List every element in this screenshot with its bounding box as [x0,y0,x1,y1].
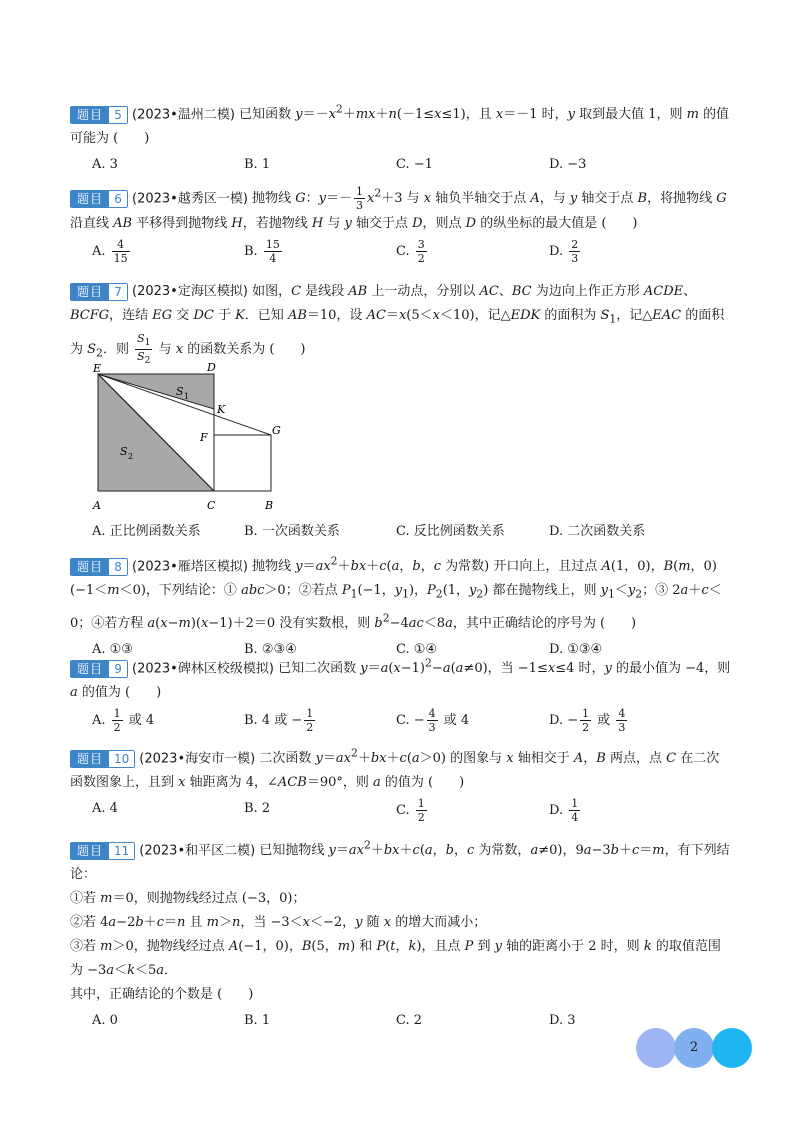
option-c[interactable]: C. − $\frac{4}{3}$ 或 4 [396,707,470,735]
option-a[interactable]: A. 0 [92,1013,118,1029]
question-tag: 题目 9 [70,660,128,678]
page-number: 2 [689,1040,699,1055]
option-d[interactable]: D. $\frac{1}{4}$ [549,797,579,825]
badge-circle-left [636,1028,676,1068]
options-row [70,1009,732,1033]
option-d[interactable]: D. 3 [549,1013,576,1029]
option-c[interactable]: C. ①④ [396,642,438,658]
question-text: 抛物线 G：y＝－ $\frac{1}{3}$ $x^2+3$ 与 x 轴负半轴交于点 A，与 y 轴交于点 B，将抛物线 G 沿直线 AB 平移得到抛物线 H，若抛物线 H 与 y 轴交于点 D，则点 D 的纵坐标的最大值是 ( ) [70,185,727,232]
question-stem [70,280,732,367]
label-s1: S [176,385,184,398]
option-a[interactable]: A. $\frac{4}{15}$ [92,238,128,266]
question-text: 已知抛物线 $y=ax^2+bx+c(a$，b，c 为常数，a≠0)，9a−3b＋c＝m，有下列结论： ①若 m＝0，则抛物线经过点 (−3，0)； ②若 4a−2b＋c＝n 且 m＞n，当 −3＜x＜−2，y 随 x 的增大而减小； ③若 m＞0，抛物线经过点 A(−1，0)，B(5，m) 和 P(t，k)，且点 P 到 y 轴的距离小于 2 时，则 k 的取值范围为 −3a＜k＜5a． 其中，正确结论的个数是 ( ) [70,839,730,1003]
question-stem [70,182,732,236]
option-b[interactable]: B. 4 或 − $\frac{1}{2}$ [244,707,314,735]
geometry-figure [90,360,290,518]
options-row [70,707,732,741]
option-a[interactable]: A. $\frac{1}{2}$ 或 4 [92,707,155,735]
question-text: 已知函数 $y=-x^2+mx+n(-1\le x\le 1)$，且 x＝－1 时，y 取到最大值 1，则 m 的值可能为 ( ) [70,103,730,147]
question-7 [70,280,732,367]
option-d[interactable]: D. ①③④ [549,642,603,658]
question-8 [70,550,732,662]
options-row [70,797,732,831]
label-c: C [207,499,216,512]
question-tag: 题目 8 [70,558,128,576]
options-row [70,153,732,177]
option-b[interactable]: B. ②③④ [244,642,297,658]
option-b[interactable]: B. 1 [244,157,271,173]
label-d: D [207,361,216,374]
question-text: 二次函数 $y=ax^2+bx+c(a>0)$ 的图象与 x 轴相交于 A，B 两点，点 C 在二次函数图象上，且到 x 轴距离为 4，∠ACB＝90°，则 a 的值为 ( ) [70,747,720,791]
question-tag: 题目 10 [70,750,135,768]
label-k: K [217,403,226,416]
label-g: G [272,424,281,437]
options-row [70,520,732,544]
page-number-badge [636,1028,752,1068]
question-text: 抛物线 $y=ax^2+bx+c(a$，b，c 为常数) 开口向上，且过点 A(1，0)，B(m，0) (−1＜m＜0)，下列结论：① abc＞0；②若点 $P_1(-1$，$y_1$)，$P_2(1$，$y_2$) 都在抛物线上，则 $y_1<y_2$；③ 2a＋c＜0；④若方程 a(x−m)(x−1)＋2＝0 没有实数根，则 $b^2-4ac<8a$，其中正确结论的序号为 ( ) [70,555,722,632]
label-s1-sub: 1 [184,392,190,401]
question-tag: 题目 5 [70,106,128,124]
option-b[interactable]: B. 一次函数关系 [244,524,340,539]
question-source: (2023•雁塔区模拟) [132,559,248,575]
question-stem [70,652,732,705]
label-b: B [265,499,274,512]
question-text: 如图，C 是线段 AB 上一动点，分别以 AC、BC 为边向上作正方形 ACDE、BCFG，连结 EG 交 DC 于 K．已知 AB＝10，设 AC＝x(5＜x＜10)，记△EDK 的面积为 $S_1$，记△EAC 的面积为 $S_2$．则 $\frac{S_1}{S_2}$ 与 x 的函数关系为 ( ) [70,284,725,366]
question-source: (2023•定海区模拟) [132,284,248,299]
option-a[interactable]: A. 4 [92,801,118,817]
option-c[interactable]: C. 2 [396,1013,423,1029]
option-c[interactable]: C. $\frac{1}{2}$ [396,797,425,825]
question-tag: 题目 6 [70,190,128,208]
badge-circle-right [712,1028,752,1068]
option-c[interactable]: C. $\frac{3}{2}$ [396,238,425,266]
question-6 [70,182,732,272]
question-source: (2023•越秀区一模) [132,191,248,207]
question-stem [70,742,732,795]
option-a[interactable]: A. 3 [92,157,118,173]
question-11 [70,834,732,1033]
question-stem [70,834,732,1007]
question-stem [70,550,732,636]
question-9 [70,652,732,741]
option-b[interactable]: B. 1 [244,1013,271,1029]
question-source: (2023•温州二模) [132,107,235,123]
option-d[interactable]: D. −3 [549,157,587,173]
question-tag: 题目 11 [70,842,135,860]
option-a[interactable]: A. ①③ [92,642,133,658]
option-c[interactable]: C. −1 [396,157,433,173]
question-text: 已知二次函数 $y=a(x-1)^2-a(a\ne 0)$，当 −1≤x≤4 时，y 的最小值为 −4，则 a 的值为 ( ) [70,657,731,701]
option-d[interactable]: D. $\frac{2}{3}$ [549,238,579,266]
label-a: A [93,499,101,512]
question-10 [70,742,732,831]
question-7-options [70,518,732,544]
option-b[interactable]: B. $\frac{15}{4}$ [244,238,280,266]
option-b[interactable]: B. 2 [244,801,271,817]
option-c[interactable]: C. 反比例函数关系 [396,524,505,539]
options-row [70,238,732,272]
square-bcfg [214,435,271,491]
option-a[interactable]: A. 正比例函数关系 [92,524,201,539]
label-s2-sub: 2 [128,452,134,461]
question-source: (2023•碑林区校级模拟) [132,661,274,677]
option-d[interactable]: D. 二次函数关系 [549,524,646,539]
question-source: (2023•和平区二模) [139,843,256,859]
question-source: (2023•海安市一模) [139,751,256,767]
label-e: E [93,362,102,375]
label-f: F [200,431,208,444]
question-tag: 题目 7 [70,283,128,301]
question-5 [70,98,732,177]
label-s2: S [120,445,128,458]
question-stem [70,98,732,151]
option-d[interactable]: D. − $\frac{1}{2}$ 或 $\frac{4}{3}$ [549,707,626,735]
